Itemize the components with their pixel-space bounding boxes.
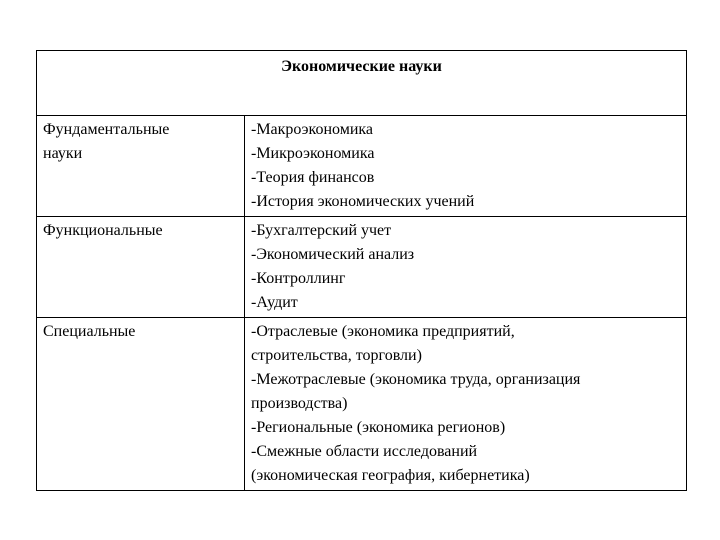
category-label: Функциональные [43,222,163,239]
items-cell [245,217,687,318]
list-item: производства) [251,395,348,412]
list-item: -Экономический анализ [251,246,415,263]
items-cell [245,318,687,491]
list-item: -Смежные области исследований [251,443,478,460]
economic-sciences-table [36,50,687,491]
items-cell [245,116,687,217]
category-cell [37,318,245,491]
list-item: -История экономических учений [251,193,475,210]
table-row [37,217,687,318]
category-cell [37,217,245,318]
table-row [37,116,687,217]
table-row [37,318,687,491]
list-item: строительства, торговли) [251,347,422,364]
list-item: -Отраслевые (экономика предприятий, [251,323,515,340]
list-item: -Бухгалтерский учет [251,222,392,239]
list-item: -Микроэкономика [251,145,375,162]
category-label: Фундаментальные [43,121,170,138]
list-item: -Контроллинг [251,270,346,287]
table-header-row [37,51,687,116]
list-item: -Региональные (экономика регионов) [251,419,506,436]
table-title: Экономические науки [37,51,687,116]
category-label: Специальные [43,323,136,340]
list-item: -Межотраслевые (экономика труда, организация [251,371,581,388]
list-item: -Аудит [251,294,298,311]
list-item: (экономическая география, кибернетика) [251,467,530,484]
category-label: науки [43,145,83,162]
category-cell [37,116,245,217]
list-item: -Макроэкономика [251,121,374,138]
list-item: -Теория финансов [251,169,375,186]
